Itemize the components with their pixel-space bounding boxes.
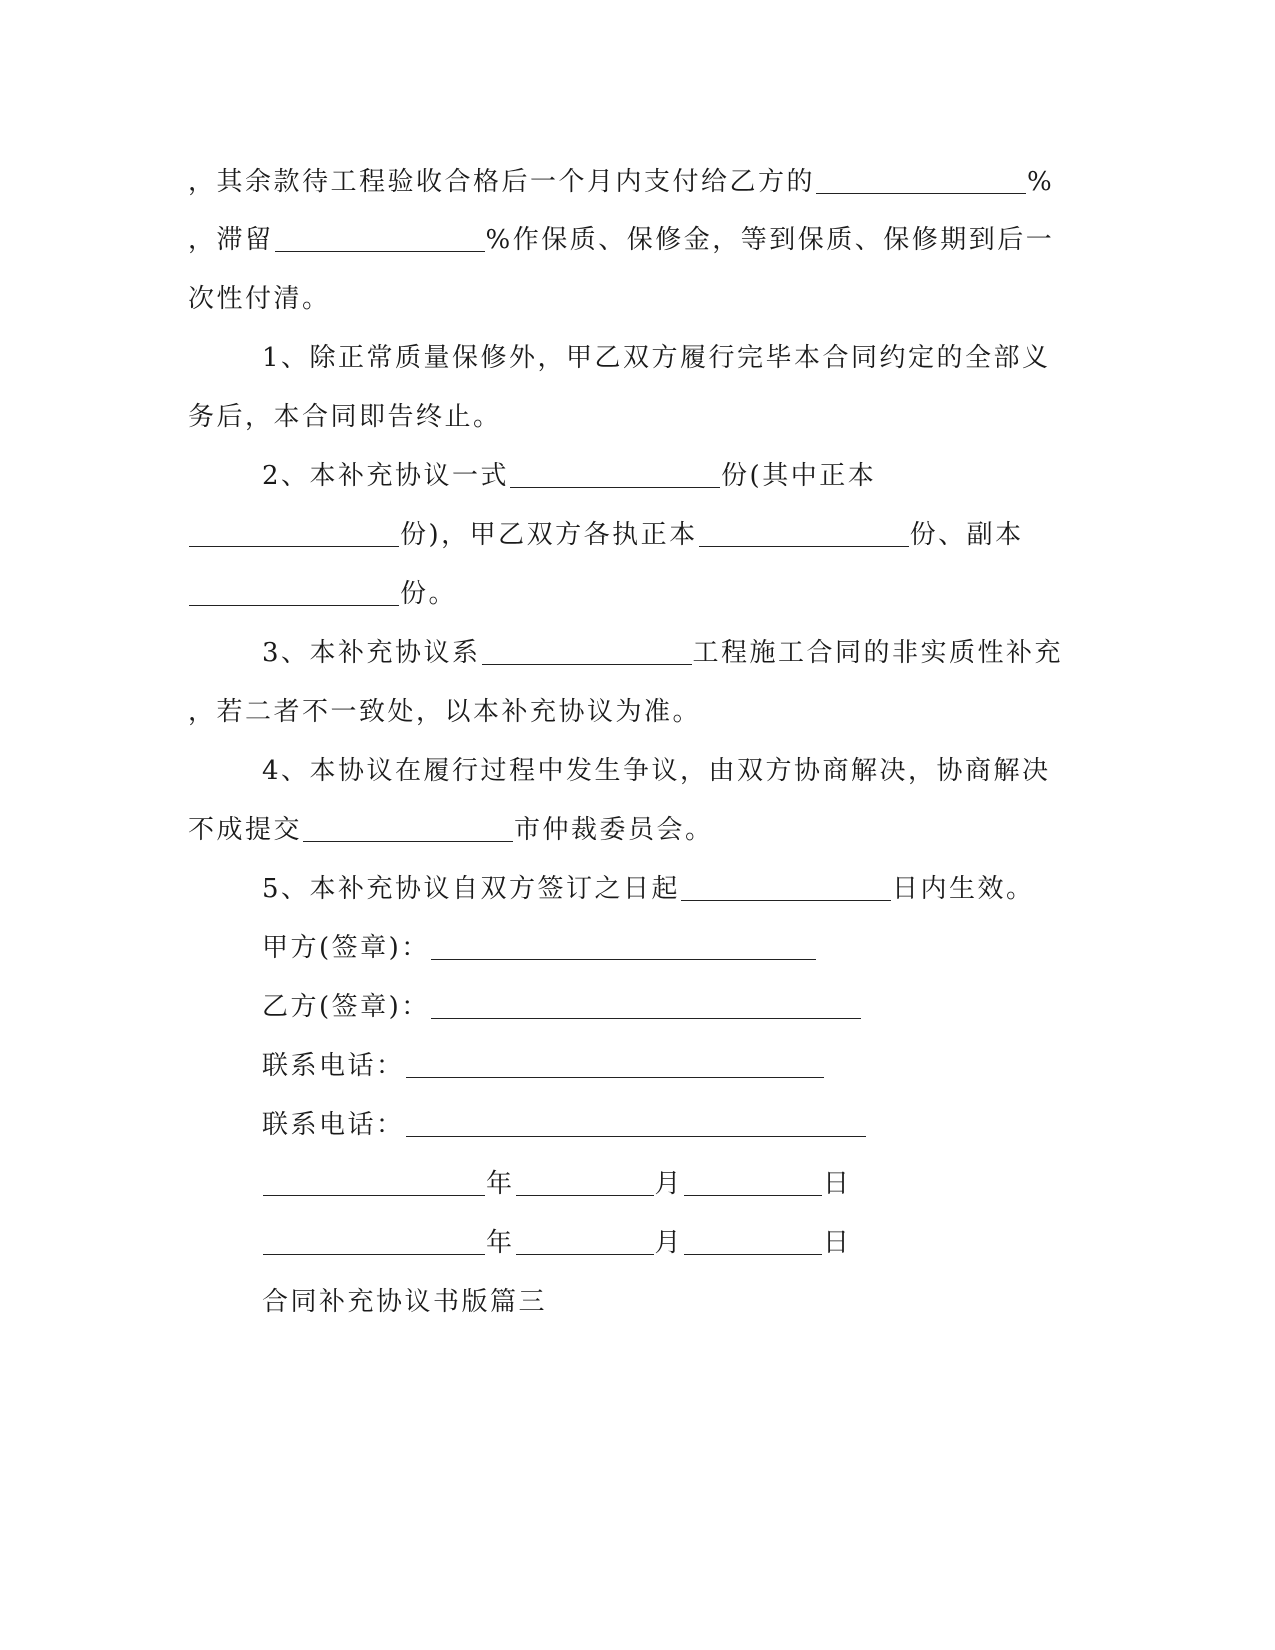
year-label: 年 (486, 1228, 515, 1258)
text: ，其余款待工程验收合格后一个月内支付给乙方的 (188, 167, 816, 197)
fill-blank-project-name[interactable] (482, 638, 692, 665)
clause-5 (262, 869, 1035, 909)
text: 5、本补充协议自双方签订之日起 (262, 874, 681, 904)
line-payment-remainder (188, 162, 1054, 202)
year-field[interactable] (263, 1228, 485, 1255)
party-b-signature-field[interactable] (431, 992, 861, 1019)
text: 1、除正常质量保修外，甲乙双方履行完毕本合同约定的全部义 (262, 343, 1051, 373)
party-b-phone (262, 1105, 867, 1145)
text: 不成提交 (188, 815, 303, 845)
year-label: 年 (486, 1169, 515, 1199)
clause-2-cont (188, 515, 1024, 555)
clause-2 (262, 456, 876, 496)
month-field[interactable] (516, 1228, 654, 1255)
day-label: 日 (823, 1228, 852, 1258)
month-label: 月 (654, 1228, 684, 1258)
clause-3-cont (188, 692, 701, 732)
label: 联系电话： (262, 1110, 405, 1140)
year-field[interactable] (263, 1169, 485, 1196)
date-line-a (262, 1164, 852, 1204)
text: %作保质、保修金，等到保质、保修期到后一 (485, 225, 1055, 255)
text: 2、本补充协议一式 (262, 461, 510, 491)
clause-4 (262, 751, 1051, 791)
text: 份。 (400, 579, 458, 609)
month-field[interactable] (516, 1169, 654, 1196)
fill-blank-days[interactable] (681, 874, 891, 901)
party-a-phone-field[interactable] (406, 1051, 824, 1078)
fill-blank-copies[interactable] (510, 461, 720, 488)
day-label: 日 (823, 1169, 852, 1199)
fill-blank-percent[interactable] (816, 167, 1026, 194)
fill-blank-retention-percent[interactable] (275, 225, 485, 252)
section-heading (262, 1282, 547, 1322)
party-b-signature (262, 987, 862, 1027)
party-a-phone (262, 1046, 825, 1086)
party-b-phone-field[interactable] (406, 1110, 866, 1137)
label: 乙方(签章)： (262, 992, 430, 1022)
text: 4、本协议在履行过程中发生争议，由双方协商解决，协商解决 (262, 756, 1051, 786)
text: 份(其中正本 (721, 461, 877, 491)
label: 甲方(签章)： (262, 933, 430, 963)
clause-4-cont (188, 810, 714, 850)
text: 工程施工合同的非实质性补充 (692, 638, 1064, 668)
text: 务后，本合同即告终止。 (188, 402, 502, 432)
text: 市仲裁委员会。 (514, 815, 714, 845)
text: 日内生效。 (892, 874, 1035, 904)
heading-text: 合同补充协议书版篇三 (262, 1287, 548, 1317)
date-line-b (262, 1223, 852, 1263)
fill-blank-duplicates[interactable] (189, 579, 399, 606)
text: 次性付清。 (188, 284, 331, 314)
clause-3 (262, 633, 1063, 673)
text: % (1027, 167, 1055, 197)
text: 份)，甲乙双方各执正本 (400, 520, 698, 550)
label: 联系电话： (262, 1051, 405, 1081)
clause-2-end (188, 574, 457, 614)
text: 3、本补充协议系 (262, 638, 481, 668)
line-paid-off (188, 279, 331, 319)
clause-1-cont (188, 397, 502, 437)
day-field[interactable] (684, 1228, 822, 1255)
party-a-signature-field[interactable] (431, 933, 816, 960)
fill-blank-originals[interactable] (189, 520, 399, 547)
party-a-signature (262, 928, 817, 968)
clause-1 (262, 338, 1051, 378)
fill-blank-each-original[interactable] (699, 520, 909, 547)
text: ，滞留 (188, 225, 274, 255)
line-retention (188, 220, 1054, 260)
text: ，若二者不一致处，以本补充协议为准。 (188, 697, 702, 727)
text: 份、副本 (909, 520, 1024, 550)
fill-blank-city[interactable] (303, 815, 513, 842)
day-field[interactable] (684, 1169, 822, 1196)
month-label: 月 (654, 1169, 684, 1199)
